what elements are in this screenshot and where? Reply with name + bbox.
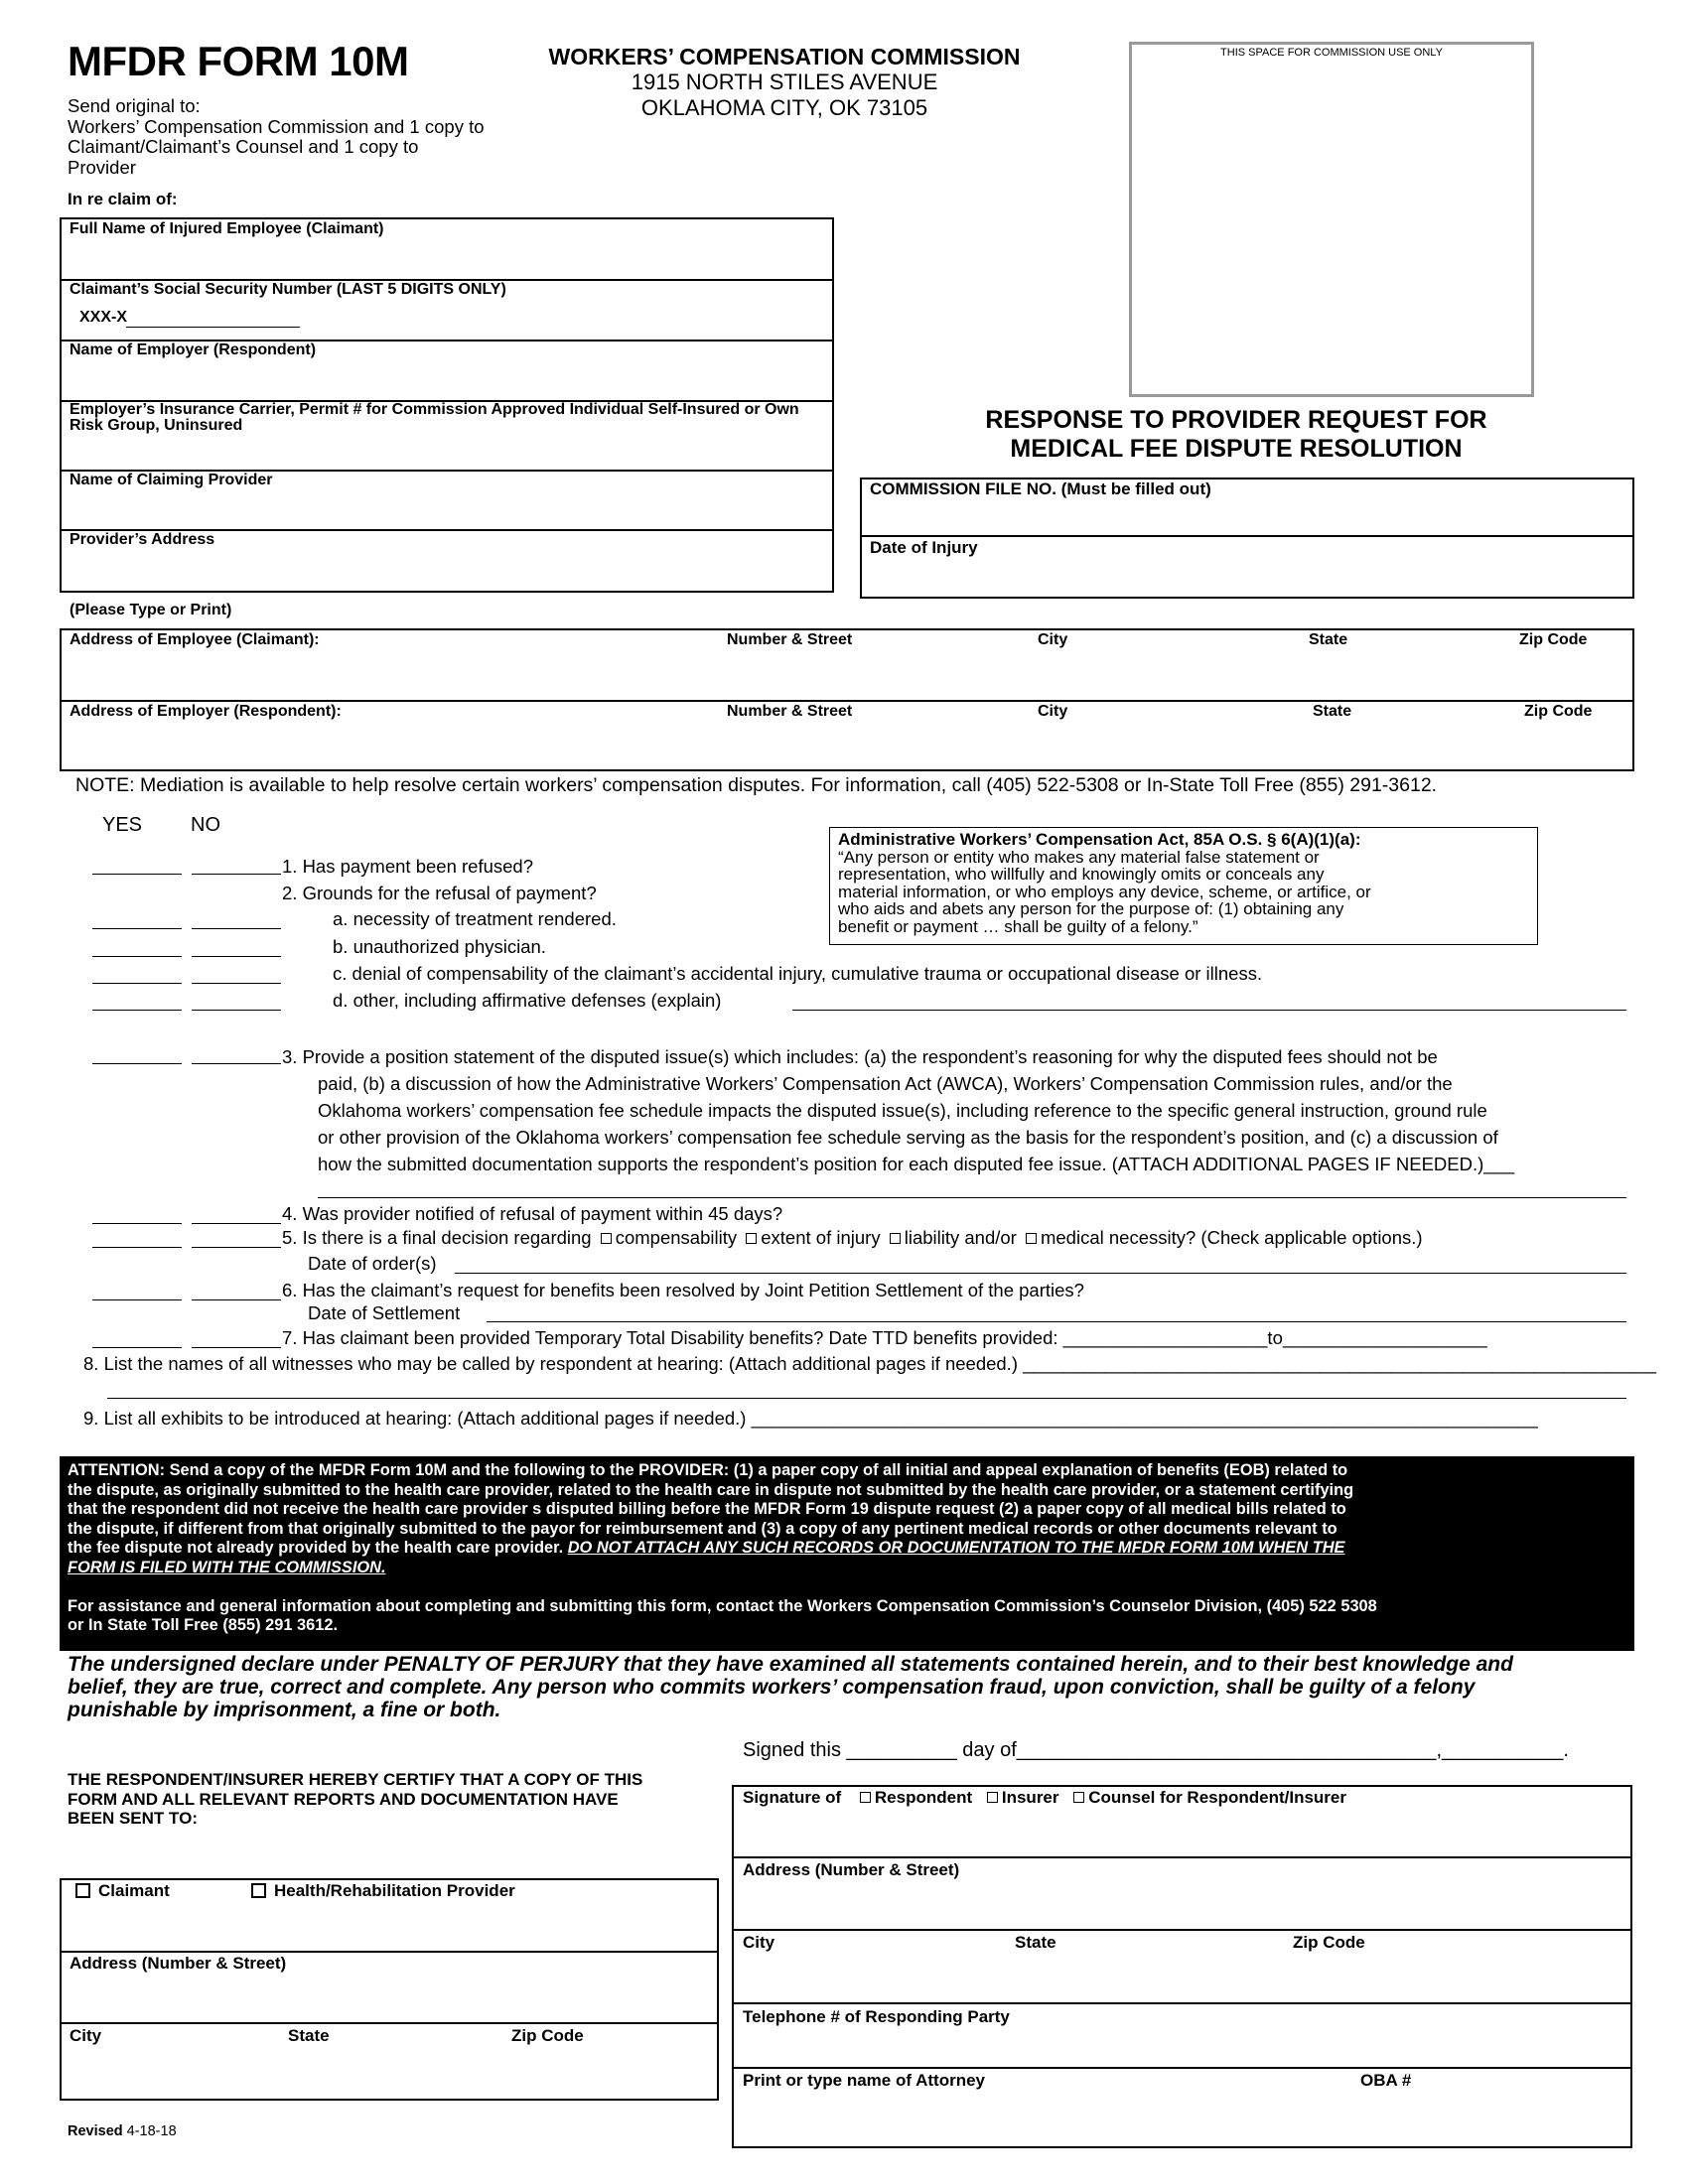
sent-to-state-label: State	[288, 2026, 330, 2045]
response-title-line: RESPONSE TO PROVIDER REQUEST FOR	[985, 406, 1487, 434]
certify-line: THE RESPONDENT/INSURER HEREBY CERTIFY THAT A COPY OF THIS	[68, 1770, 643, 1789]
question-5-text: 5. Is there is a final decision regarding	[282, 1227, 592, 1248]
commission-use-label: THIS SPACE FOR COMMISSION USE ONLY	[1220, 47, 1443, 59]
column-state: State	[1309, 631, 1348, 648]
sent-to-address-label: Address (Number & Street)	[70, 1954, 287, 1973]
mediation-note: NOTE: Mediation is available to help resolve certain workers’ compensation disputes. For information, call (405) 522-5308 or In-State Toll Free (855) 291-3612.	[75, 774, 1438, 796]
warning-line: material information, or who employs any device, scheme, or artifice, or	[838, 882, 1371, 901]
question-2a: a. necessity of treatment rendered.	[333, 908, 617, 929]
yes-blank[interactable]	[92, 1223, 182, 1224]
signed-date-line[interactable]: Signed this __________ day of______________________________________,___________.	[743, 1739, 1569, 1761]
agency-street: 1915 NORTH STILES AVENUE	[631, 69, 938, 94]
question-2b: b. unauthorized physician.	[333, 936, 546, 957]
question-3	[282, 1043, 1514, 1177]
commission-file-label: COMMISSION FILE NO. (Must be filled out)	[870, 479, 1211, 498]
agency-name: WORKERS’ COMPENSATION COMMISSION	[548, 44, 1021, 69]
employer-name-input[interactable]	[70, 367, 824, 395]
sent-to-zip-label: Zip Code	[511, 2026, 584, 2045]
yes-blank[interactable]	[92, 928, 182, 929]
provider-address-input[interactable]	[70, 557, 824, 585]
question-2d: d. other, including affirmative defenses (explain)	[333, 990, 722, 1011]
no-blank[interactable]	[192, 1347, 281, 1348]
respondent-state-label: State	[1015, 1933, 1056, 1952]
send-to-line: Workers’ Compensation Commission and 1 copy to	[68, 115, 485, 137]
question-3-line: paid, (b) a discussion of how the Administrative Workers’ Compensation Act (AWCA), Workers’ Compensation Commission rules, and/or the	[318, 1073, 1453, 1094]
respondent-address-input[interactable]	[743, 1886, 1617, 1922]
employee-address-label: Address of Employee (Claimant):	[70, 631, 320, 648]
no-blank[interactable]	[192, 956, 281, 957]
telephone-label: Telephone # of Responding Party	[743, 2007, 1010, 2026]
attorney-name-label: Print or type name of Attorney	[743, 2071, 986, 2090]
provider-name-input[interactable]	[70, 496, 824, 524]
yes-blank[interactable]	[92, 956, 182, 957]
agency-city: OKLAHOMA CITY, OK 73105	[640, 95, 928, 120]
provider-option[interactable]	[251, 1881, 515, 1901]
provider-name-label: Name of Claiming Provider	[70, 472, 273, 488]
warning-line: representation, who willfully and knowingly omits or conceals any	[838, 865, 1325, 884]
send-to-line: Claimant/Claimant’s Counsel and 1 copy to	[68, 136, 419, 157]
claimant-name-input[interactable]	[70, 246, 824, 274]
certify-line: FORM AND ALL RELEVANT REPORTS AND DOCUMENTATION HAVE	[68, 1789, 619, 1809]
commission-use-box	[1129, 42, 1534, 397]
option-label: medical necessity? (Check applicable options.)	[1040, 1227, 1423, 1248]
ssn-label: Claimant’s Social Security Number (LAST 5 DIGITS ONLY)	[70, 281, 506, 298]
attorney-name-input[interactable]	[743, 2097, 1617, 2136]
response-title-line: MEDICAL FEE DISPUTE RESOLUTION	[1010, 435, 1463, 463]
perjury-line: The undersigned declare under PENALTY OF PERJURY that they have examined all statements contained herein, and to their best knowledge and	[68, 1653, 1513, 1676]
carrier-label	[70, 402, 799, 434]
order-date-line[interactable]	[455, 1273, 1626, 1274]
question-9: 9. List all exhibits to be introduced at hearing: (Attach additional pages if needed.) _____________________________________________________________________________	[83, 1408, 1538, 1429]
revision-date	[68, 2123, 177, 2139]
respondent-address-label: Address (Number & Street)	[743, 1860, 960, 1879]
question-7: 7. Has claimant been provided Temporary Total Disability benefits? Date TTD benefits provided: ____________________to____________________	[282, 1327, 1487, 1348]
employer-address-label: Address of Employer (Respondent):	[70, 703, 342, 720]
provider-address-label: Provider’s Address	[70, 531, 215, 548]
yes-blank[interactable]	[92, 1347, 182, 1348]
insurer-checkbox[interactable]	[987, 1792, 998, 1803]
no-blank[interactable]	[192, 1010, 281, 1011]
yes-blank[interactable]	[92, 1063, 182, 1064]
signature-of-label: Signature of	[743, 1788, 842, 1807]
sent-to-city-input[interactable]	[70, 2053, 705, 2089]
no-blank[interactable]	[192, 1299, 281, 1300]
option-label: compensability	[615, 1227, 738, 1248]
no-blank[interactable]	[192, 1223, 281, 1224]
attention-line	[68, 1539, 1626, 1559]
attention-line: the dispute, as originally submitted to the health care provider, related to the health care in dispute not submitted by the health care provider, or a statement certifying	[68, 1480, 1354, 1499]
question-5	[282, 1227, 1423, 1249]
signature-of-row	[743, 1788, 1346, 1808]
assistance-line: For assistance and general information about completing and submitting this form, contact the Workers Compensation Commission’s Counselor Division, (405) 522 5308	[68, 1596, 1377, 1615]
respondent-zip-label: Zip Code	[1293, 1933, 1365, 1952]
option-label: extent of injury	[761, 1227, 881, 1248]
no-blank[interactable]	[192, 928, 281, 929]
liability-checkbox[interactable]	[890, 1233, 901, 1244]
warning-line: benefit or payment … shall be guilty of a felony.”	[838, 916, 1198, 936]
insurer-label: Insurer	[1001, 1788, 1059, 1807]
attention-emphasis: FORM IS FILED WITH THE COMMISSION.	[68, 1558, 386, 1576]
position-statement-line[interactable]	[318, 1197, 1626, 1198]
response-title	[914, 406, 1559, 464]
settlement-date-line[interactable]	[487, 1321, 1626, 1322]
send-to-heading: Send original to:	[68, 95, 201, 116]
carrier-label-line: Risk Group, Uninsured	[70, 417, 243, 434]
yes-blank[interactable]	[92, 874, 182, 875]
revised-word: Revised	[68, 2123, 123, 2139]
column-state: State	[1313, 703, 1352, 720]
question-3-line: how the submitted documentation supports the respondent’s position for each disputed fee issue. (ATTACH ADDITIONAL PAGES IF NEEDED.)___	[318, 1154, 1515, 1174]
column-zip: Zip Code	[1524, 703, 1593, 720]
employer-address-input[interactable]	[70, 730, 1618, 763]
claimant-label: Claimant	[98, 1881, 170, 1900]
order-date-label: Date of order(s)	[308, 1253, 437, 1274]
injury-date-input[interactable]	[870, 563, 1624, 591]
yes-blank[interactable]	[92, 1010, 182, 1011]
counsel-checkbox[interactable]	[1073, 1792, 1084, 1803]
in-re-label: In re claim of:	[68, 190, 178, 208]
perjury-statement	[68, 1653, 1513, 1721]
warning-line: “Any person or entity who makes any material false statement or	[838, 847, 1320, 867]
provider-checkbox[interactable]	[251, 1883, 266, 1898]
signature-input[interactable]	[743, 1815, 1617, 1850]
type-or-print-label: (Please Type or Print)	[70, 602, 232, 618]
send-to-line: Provider	[68, 156, 136, 178]
yes-blank[interactable]	[92, 1247, 182, 1248]
claimant-name-label: Full Name of Injured Employee (Claimant)	[70, 220, 384, 237]
medical-necessity-checkbox[interactable]	[1026, 1233, 1037, 1244]
attention-text: the fee dispute not already provided by the health care provider.	[68, 1539, 568, 1558]
respondent-city-label: City	[743, 1933, 775, 1952]
commission-file-input[interactable]	[870, 503, 1624, 531]
warning-head: Administrative Workers’ Compensation Act, 85A O.S. § 6(A)(1)(a):	[838, 830, 1361, 849]
attention-line	[68, 1559, 1626, 1578]
provider-label: Health/Rehabilitation Provider	[274, 1881, 515, 1900]
witness-line[interactable]	[107, 1398, 1626, 1399]
extent-of-injury-checkbox[interactable]	[746, 1233, 757, 1244]
perjury-line: punishable by imprisonment, a fine or both.	[68, 1699, 501, 1721]
form-title: MFDR FORM 10M	[68, 38, 409, 84]
compensability-checkbox[interactable]	[601, 1233, 612, 1244]
sent-to-address-input[interactable]	[70, 1980, 705, 2016]
employer-name-label: Name of Employer (Respondent)	[70, 341, 317, 358]
attention-line: that the respondent did not receive the health care provider s disputed billing before the MFDR Form 19 dispute request (2) a paper copy of all medical bills related to	[68, 1500, 1346, 1519]
attention-line: ATTENTION: Send a copy of the MFDR Form 10M and the following to the PROVIDER: (1) a paper copy of all initial and appeal explanation of benefits (EOB) related to	[68, 1461, 1348, 1479]
column-zip: Zip Code	[1519, 631, 1588, 648]
revised-date: 4-18-18	[126, 2123, 177, 2139]
option-label: liability and/or	[904, 1227, 1017, 1248]
respondent-label: Respondent	[874, 1788, 973, 1807]
respondent-checkbox[interactable]	[860, 1792, 871, 1803]
agency-address	[536, 44, 1033, 121]
question-6: 6. Has the claimant’s request for benefits been resolved by Joint Petition Settlement of the parties?	[282, 1280, 1084, 1300]
employee-address-input[interactable]	[70, 660, 1618, 694]
claimant-option[interactable]	[75, 1881, 170, 1901]
respondent-city-input[interactable]	[743, 1960, 1617, 1995]
yes-header: YES	[102, 814, 143, 836]
settlement-date-label: Date of Settlement	[308, 1302, 461, 1323]
no-blank[interactable]	[192, 874, 281, 875]
question-8: 8. List the names of all witnesses who may be called by respondent at hearing: (Attach additional pages if needed.) ______________________________________________________________	[83, 1353, 1657, 1374]
column-street: Number & Street	[727, 703, 853, 720]
perjury-line: belief, they are true, correct and complete. Any person who commits workers’ compensation fraud, upon conviction, shall be guilty of a felony	[68, 1676, 1476, 1699]
question-4: 4. Was provider notified of refusal of payment within 45 days?	[282, 1203, 783, 1224]
carrier-input[interactable]	[70, 439, 824, 465]
question-2: 2. Grounds for the refusal of payment?	[282, 883, 597, 903]
claimant-checkbox[interactable]	[75, 1883, 90, 1898]
oba-label: OBA #	[1360, 2071, 1412, 2090]
assistance-line: or In State Toll Free (855) 291 3612.	[68, 1616, 339, 1635]
question-3-line: 3. Provide a position statement of the disputed issue(s) which includes: (a) the respondent’s reasoning for why the disputed fees should not be	[282, 1046, 1438, 1067]
felony-warning-box	[829, 827, 1538, 945]
certify-statement	[68, 1770, 642, 1829]
no-blank[interactable]	[192, 983, 281, 984]
ssn-prefix: XXX-X	[79, 309, 128, 326]
question-3-line: Oklahoma workers’ compensation fee schedule impacts the disputed issue(s), including reference to the specific general instruction, ground rule	[318, 1100, 1487, 1121]
yes-blank[interactable]	[92, 983, 182, 984]
send-to-block	[68, 96, 485, 178]
ssn-input[interactable]	[129, 306, 298, 326]
injury-date-label: Date of Injury	[870, 538, 978, 557]
question-1: 1. Has payment been refused?	[282, 856, 533, 877]
sent-to-city-label: City	[70, 2026, 102, 2045]
attention-emphasis: DO NOT ATTACH ANY SUCH RECORDS OR DOCUMENTATION TO THE MFDR FORM 10M WHEN THE	[567, 1539, 1345, 1558]
counsel-label: Counsel for Respondent/Insurer	[1088, 1788, 1346, 1807]
attention-line: the dispute, if different from that originally submitted to the payor for reimbursement and (3) a copy of any pertinent medical records or other documents relevant to	[68, 1519, 1337, 1538]
telephone-input[interactable]	[743, 2033, 1617, 2063]
column-street: Number & Street	[727, 631, 853, 648]
question-2c: c. denial of compensability of the claimant’s accidental injury, cumulative trauma or occupational disease or illness.	[333, 963, 1263, 984]
yes-blank[interactable]	[92, 1299, 182, 1300]
column-city: City	[1038, 631, 1068, 648]
no-blank[interactable]	[192, 1247, 281, 1248]
explain-line[interactable]	[792, 1010, 1626, 1011]
no-header: NO	[191, 814, 220, 836]
carrier-label-line: Employer’s Insurance Carrier, Permit # for Commission Approved Individual Self-Insured or Own	[70, 401, 799, 418]
attention-block	[60, 1456, 1634, 1651]
warning-line: who aids and abets any person for the purpose of: (1) obtaining any	[838, 899, 1344, 918]
certify-line: BEEN SENT TO:	[68, 1809, 198, 1828]
no-blank[interactable]	[192, 1063, 281, 1064]
column-city: City	[1038, 703, 1068, 720]
question-3-line: or other provision of the Oklahoma workers’ compensation fee schedule serving as the basis for the respondent’s position, and (c) a discussion of	[318, 1127, 1498, 1148]
